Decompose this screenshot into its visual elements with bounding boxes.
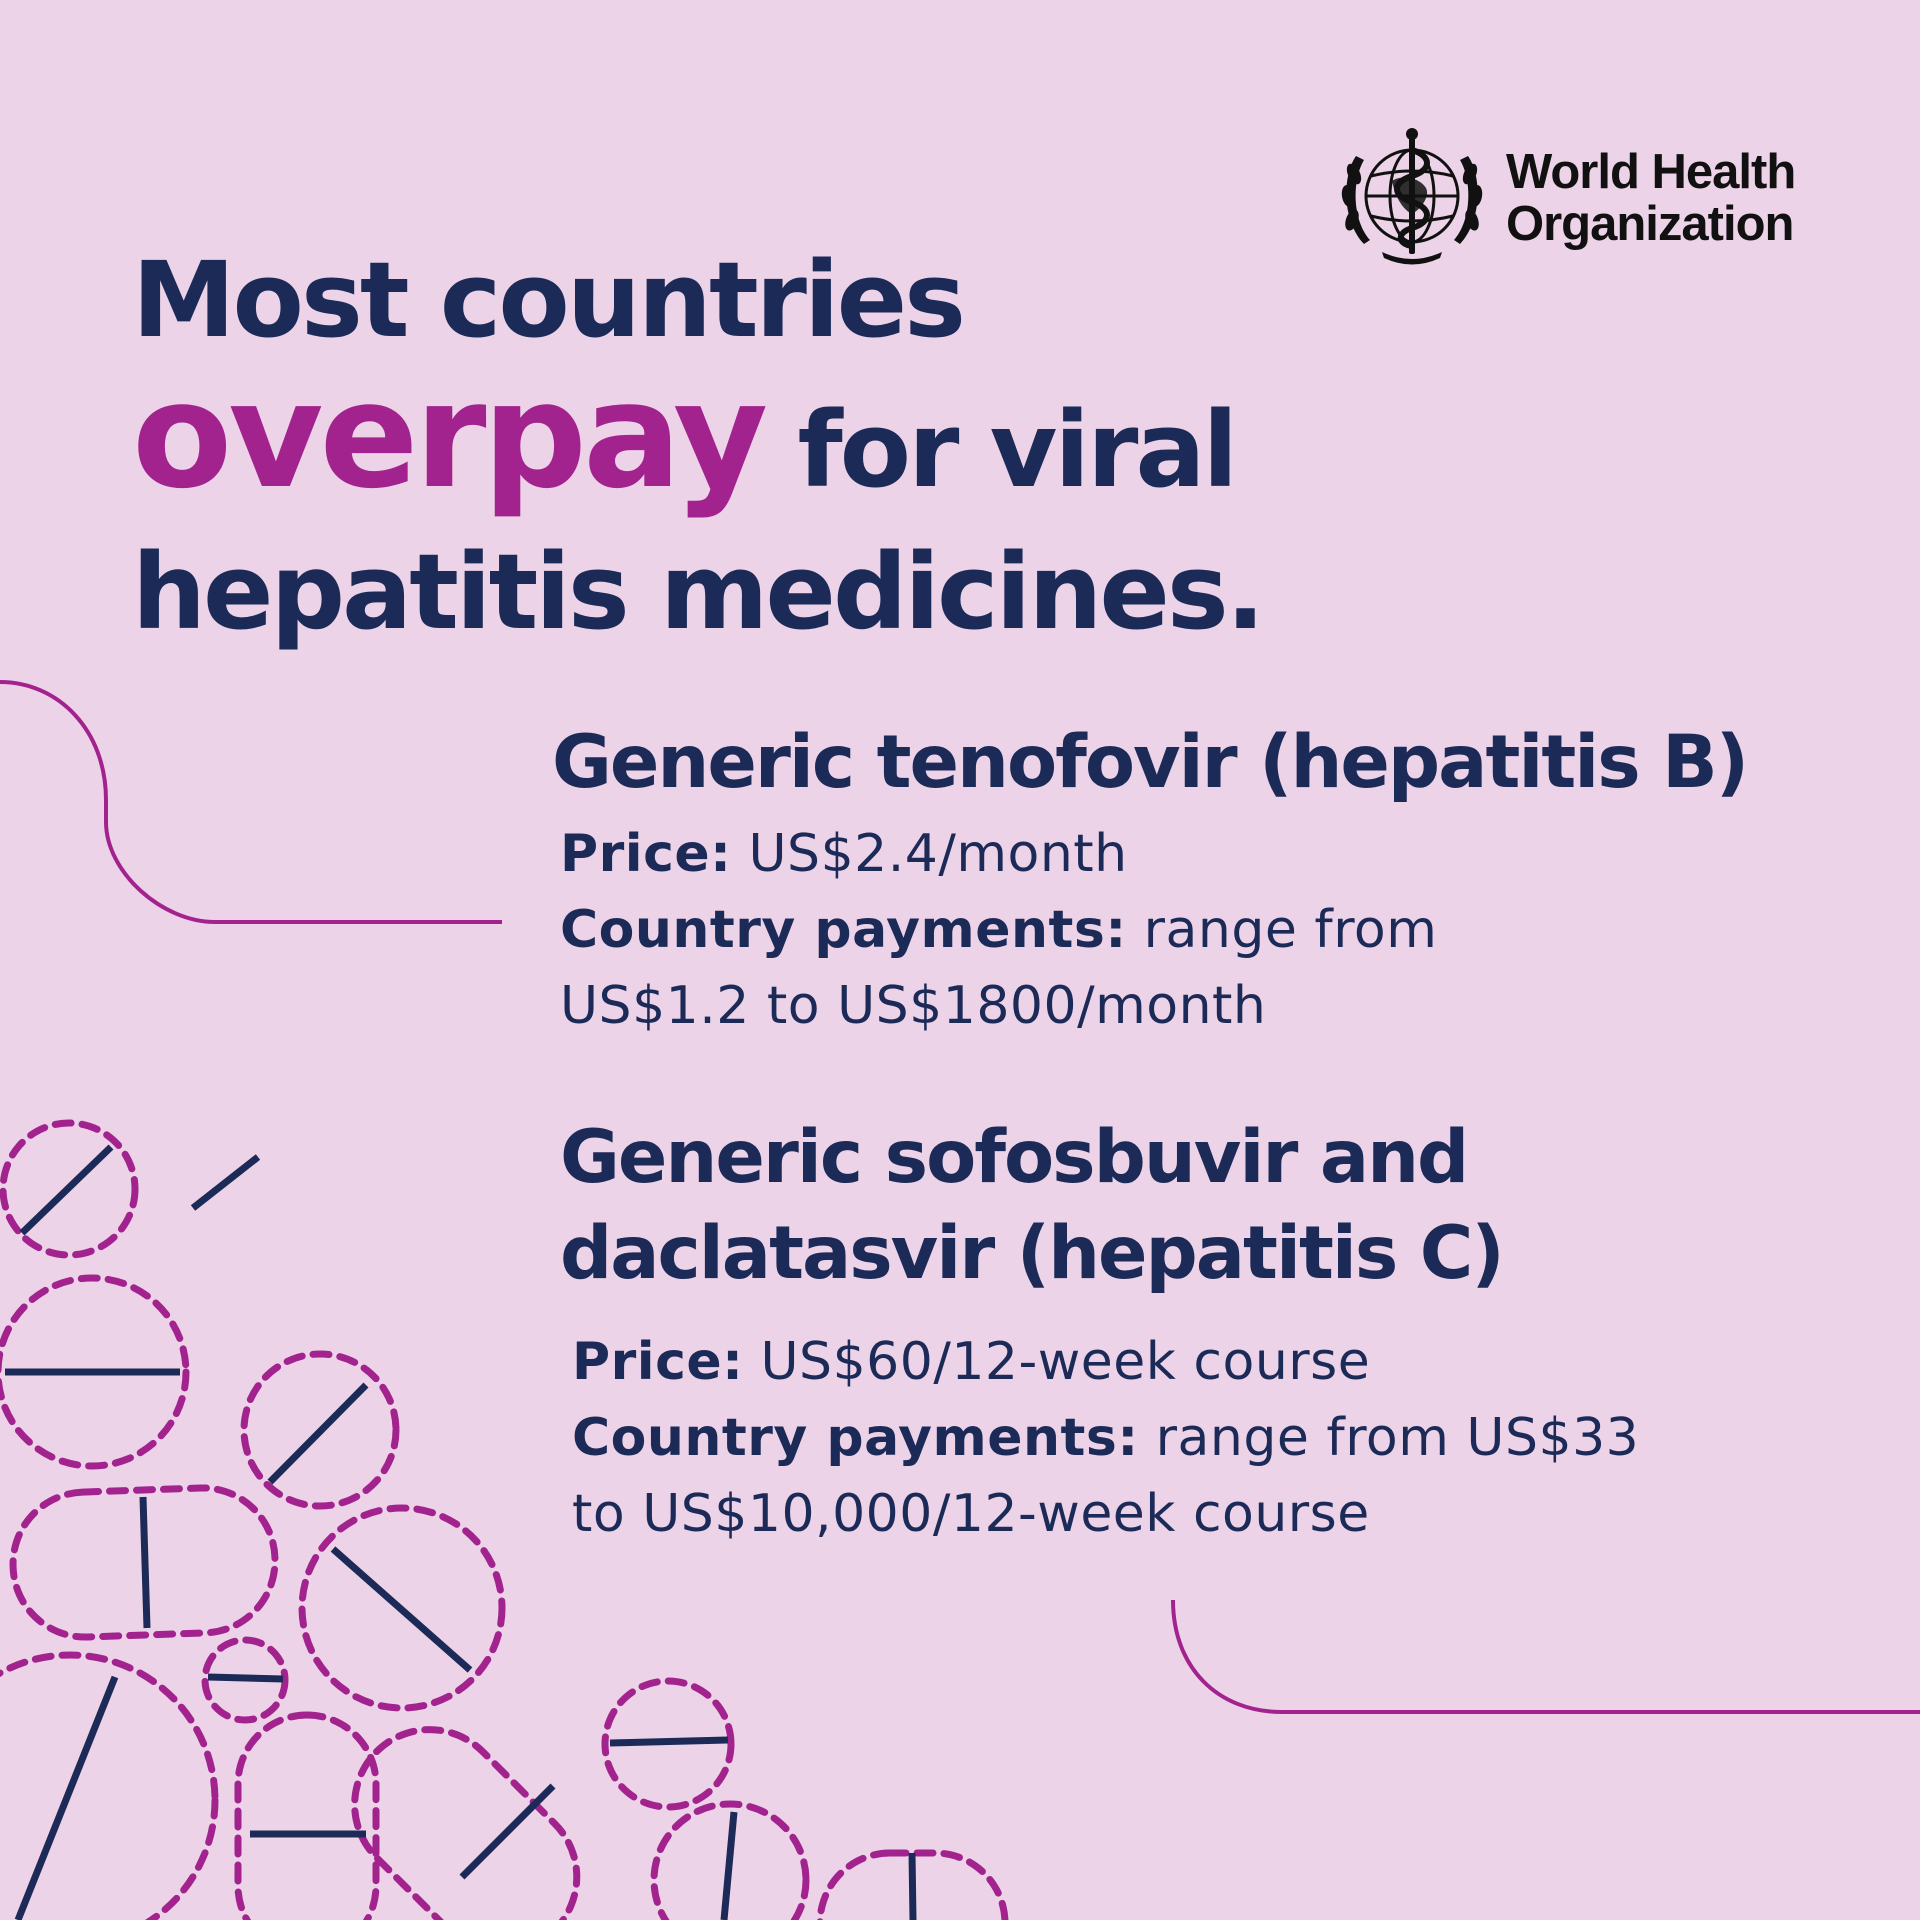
hepatitis-b-details bbox=[560, 816, 1747, 1044]
who-emblem-icon bbox=[1332, 126, 1492, 271]
price-label: Price: bbox=[560, 824, 732, 884]
hepatitis-b-payments bbox=[560, 892, 1747, 968]
hepatitis-c-details bbox=[572, 1324, 1639, 1552]
hepatitis-c-payments-line2: to US$10,000/12-week course bbox=[572, 1484, 1370, 1544]
headline-accent: overpay bbox=[132, 351, 765, 521]
headline-line1: Most countries bbox=[132, 239, 964, 361]
organization-name bbox=[1506, 146, 1795, 250]
payments-value-line1: range from US$33 bbox=[1155, 1408, 1640, 1468]
headline-line2-rest: for viral bbox=[797, 389, 1236, 511]
headline-line3: hepatitis medicines. bbox=[132, 531, 1263, 653]
payments-label: Country payments: bbox=[560, 900, 1127, 960]
hepatitis-c-section bbox=[560, 1110, 1639, 1552]
price-label: Price: bbox=[572, 1332, 744, 1392]
hepatitis-b-price bbox=[560, 816, 1747, 892]
hepatitis-c-title-line2: daclatasvir (hepatitis C) bbox=[560, 1211, 1503, 1296]
payments-value-line1: range from bbox=[1143, 900, 1438, 960]
pill-icon bbox=[324, 1699, 608, 1920]
hepatitis-c-price bbox=[572, 1324, 1639, 1400]
hepatitis-b-title: Generic tenofovir (hepatitis B) bbox=[552, 720, 1748, 805]
price-value: US$2.4/month bbox=[748, 824, 1128, 884]
headline bbox=[132, 240, 1262, 658]
hepatitis-b-section bbox=[552, 718, 1747, 1044]
headline-line2 bbox=[132, 351, 1262, 526]
price-value: US$60/12-week course bbox=[760, 1332, 1371, 1392]
organization-name-line1: World Health bbox=[1506, 145, 1796, 199]
organization-name-line2: Organization bbox=[1506, 197, 1794, 251]
payments-label: Country payments: bbox=[572, 1408, 1139, 1468]
hepatitis-b-payments-line2: US$1.2 to US$1800/month bbox=[560, 976, 1267, 1036]
hepatitis-c-payments bbox=[572, 1400, 1639, 1476]
hepatitis-c-title-line1: Generic sofosbuvir and bbox=[560, 1115, 1468, 1200]
who-logo bbox=[1332, 126, 1822, 271]
